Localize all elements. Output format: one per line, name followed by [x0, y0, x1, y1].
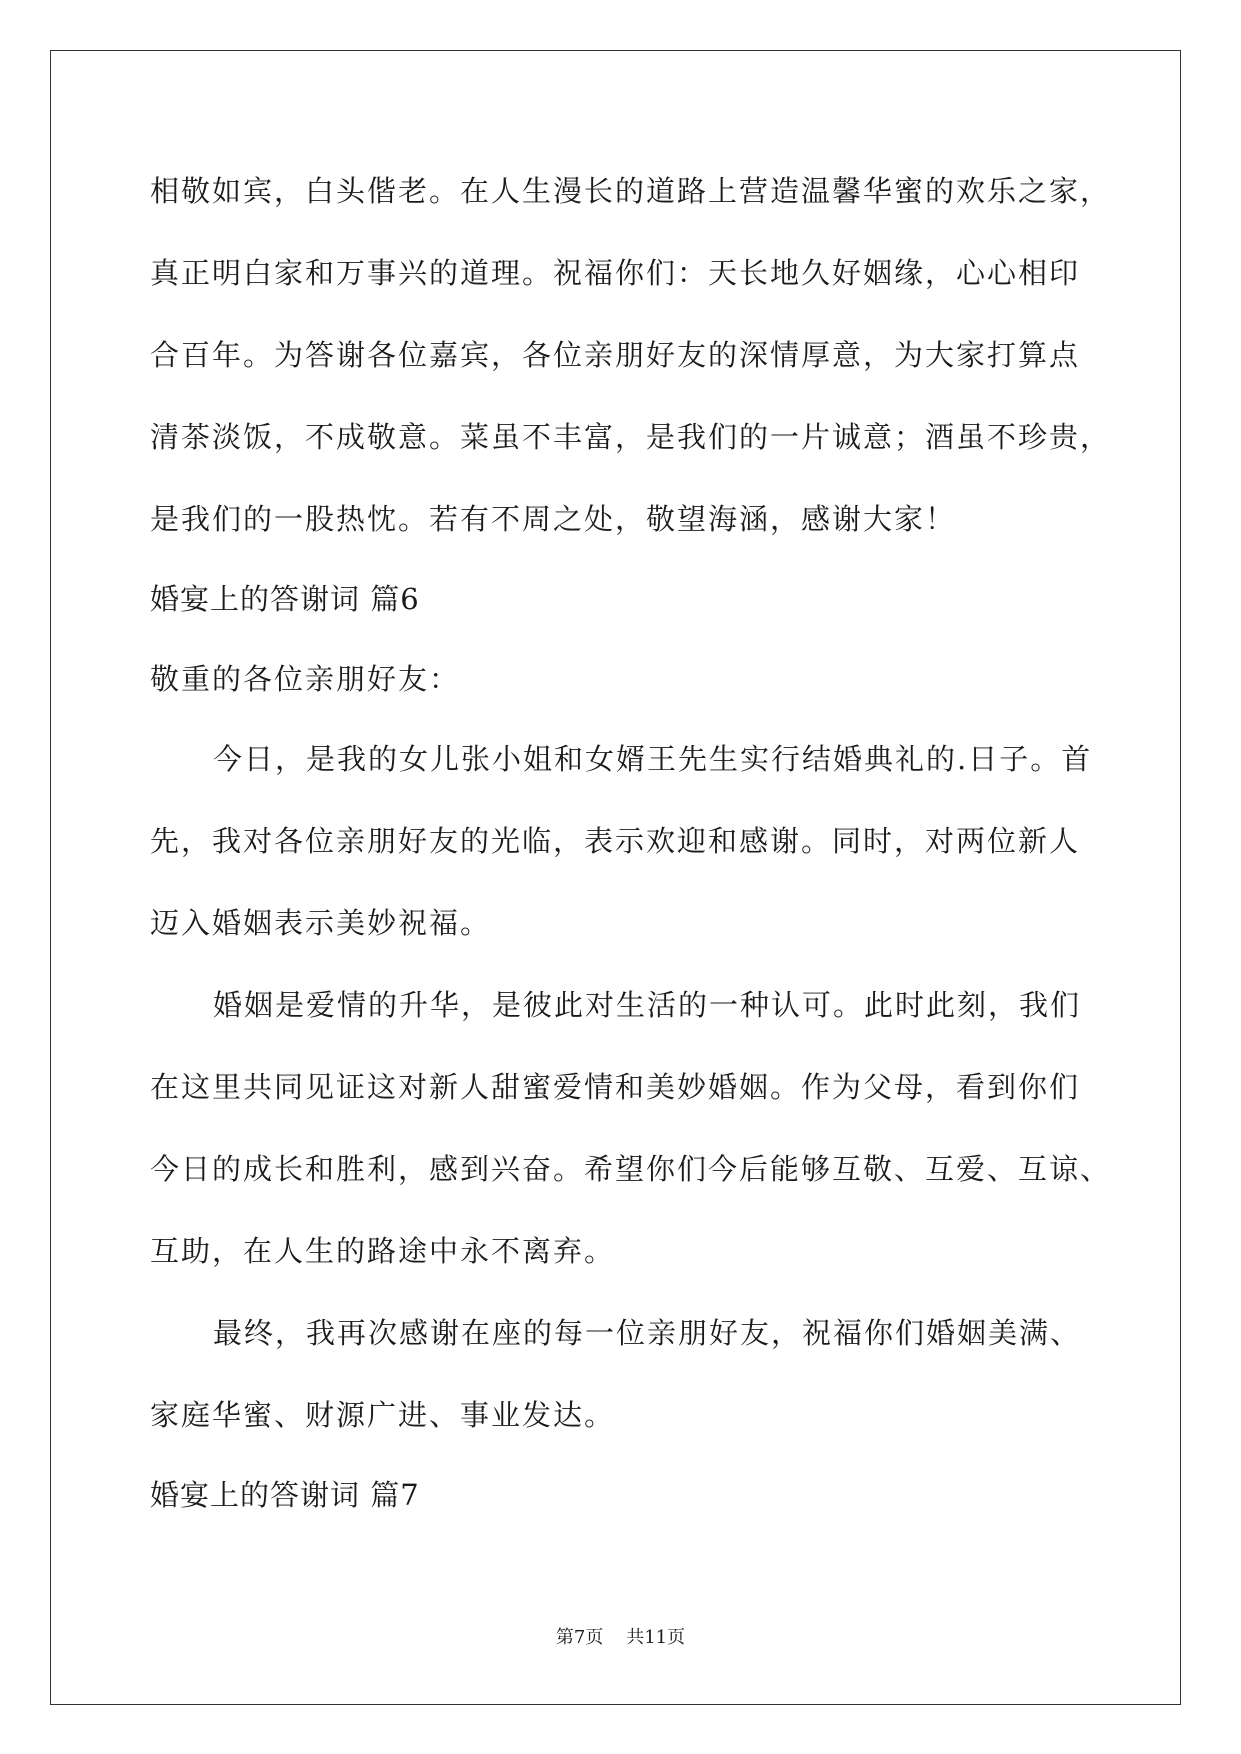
page-border — [50, 50, 1181, 1705]
paragraph-line: 迈入婚姻表示美妙祝福。 — [150, 906, 492, 940]
section-heading: 婚宴上的答谢词 篇7 — [150, 1478, 420, 1512]
paragraph-line: 相敬如宾，白头偕老。在人生漫长的道路上营造温馨华蜜的欢乐之家， — [150, 174, 1112, 208]
paragraph-line: 在这里共同见证这对新人甜蜜爱情和美妙婚姻。作为父母，看到你们 — [150, 1070, 1081, 1104]
paragraph-line: 互助，在人生的路途中永不离弃。 — [150, 1234, 616, 1268]
paragraph-line: 婚姻是爱情的升华，是彼此对生活的一种认可。此时此刻，我们 — [213, 988, 1082, 1022]
section-heading: 婚宴上的答谢词 篇6 — [150, 582, 420, 616]
page-total: 共11页 — [626, 1627, 686, 1648]
paragraph-line: 清茶淡饭，不成敬意。菜虽不丰富，是我们的一片诚意；酒虽不珍贵， — [150, 420, 1112, 454]
paragraph-line: 先，我对各位亲朋好友的光临，表示欢迎和感谢。同时，对两位新人 — [150, 824, 1081, 858]
page-footer — [0, 1626, 1241, 1650]
salutation: 敬重的各位亲朋好友： — [150, 662, 461, 696]
paragraph-line: 合百年。为答谢各位嘉宾，各位亲朋好友的深情厚意，为大家打算点 — [150, 338, 1081, 372]
paragraph-line: 真正明白家和万事兴的道理。祝福你们：天长地久好姻缘，心心相印 — [150, 256, 1081, 290]
paragraph-line: 家庭华蜜、财源广进、事业发达。 — [150, 1398, 616, 1432]
paragraph-line: 最终，我再次感谢在座的每一位亲朋好友，祝福你们婚姻美满、 — [213, 1316, 1082, 1350]
paragraph-line: 今日，是我的女儿张小姐和女婿王先生实行结婚典礼的.日子。首 — [213, 742, 1093, 776]
page-number: 第7页 — [555, 1627, 604, 1648]
paragraph-line: 今日的成长和胜利，感到兴奋。希望你们今后能够互敬、互爱、互谅、 — [150, 1152, 1112, 1186]
paragraph-line: 是我们的一股热忱。若有不周之处，敬望海涵，感谢大家！ — [150, 502, 957, 536]
